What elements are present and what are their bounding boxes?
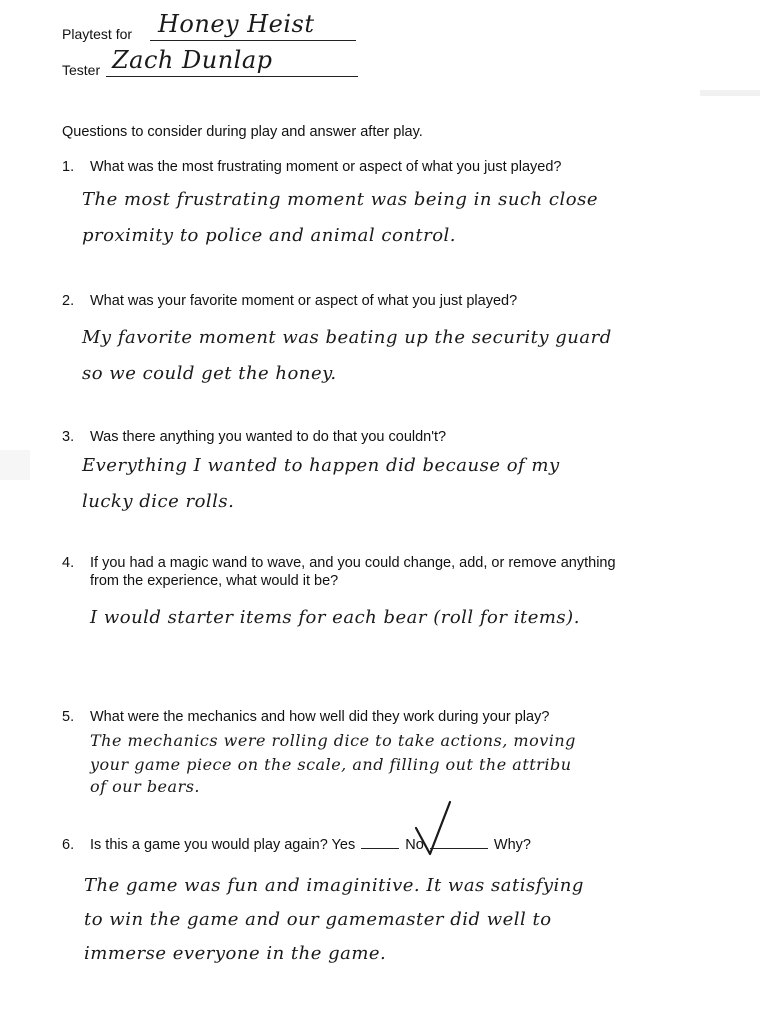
question-text: What was your favorite moment or aspect of what you just played? bbox=[90, 293, 518, 309]
question-number: 2. bbox=[62, 293, 75, 309]
tester-label: Tester bbox=[62, 62, 101, 78]
playtest-underline bbox=[150, 40, 356, 41]
scan-artifact bbox=[0, 450, 30, 480]
question-number: 6. bbox=[62, 837, 75, 853]
question-text: Is this a game you would play again? Yes bbox=[90, 837, 356, 853]
question-2 bbox=[62, 292, 750, 310]
playtest-label: Playtest for bbox=[62, 26, 133, 42]
tester-underline bbox=[106, 76, 358, 77]
question-number: 3. bbox=[62, 429, 75, 445]
intro-text: Questions to consider during play and answer after play. bbox=[62, 124, 423, 140]
answer-1-line-1: The most frustrating moment was being in such close bbox=[82, 189, 598, 210]
question-3 bbox=[62, 428, 750, 446]
scan-artifact bbox=[700, 90, 760, 96]
tester-name: Zach Dunlap bbox=[112, 46, 273, 74]
question-text: What was the most frustrating moment or aspect of what you just played? bbox=[90, 159, 562, 175]
answer-2-line-1: My favorite moment was beating up the security guard bbox=[82, 327, 612, 348]
question-6 bbox=[62, 836, 531, 854]
answer-5-line-1: The mechanics were rolling dice to take actions, moving bbox=[90, 731, 576, 750]
answer-6-line-2: to win the game and our gamemaster did well to bbox=[84, 909, 552, 930]
no-label: No bbox=[405, 837, 424, 853]
yes-blank bbox=[361, 836, 399, 849]
why-label: Why? bbox=[493, 837, 531, 853]
question-text-line-1: If you had a magic wand to wave, and you could change, add, or remove anything bbox=[90, 555, 616, 571]
playtest-game-name: Honey Heist bbox=[158, 10, 315, 38]
question-text: What were the mechanics and how well did they work during your play? bbox=[90, 709, 550, 725]
answer-4-line-1: I would starter items for each bear (roll for items). bbox=[90, 607, 580, 628]
question-5 bbox=[62, 708, 750, 726]
answer-3-line-1: Everything I wanted to happen did because of my bbox=[82, 455, 560, 476]
question-1 bbox=[62, 158, 750, 176]
question-text bbox=[90, 554, 750, 590]
checkmark-icon bbox=[414, 800, 454, 860]
answer-2-line-2: so we could get the honey. bbox=[82, 363, 337, 384]
question-number: 1. bbox=[62, 159, 75, 175]
answer-6-line-3: immerse everyone in the game. bbox=[84, 943, 387, 964]
answer-1-line-2: proximity to police and animal control. bbox=[82, 225, 457, 246]
question-number: 4. bbox=[62, 555, 75, 571]
question-4 bbox=[62, 554, 750, 590]
answer-3-line-2: lucky dice rolls. bbox=[82, 491, 235, 512]
question-number: 5. bbox=[62, 709, 75, 725]
question-text-line-2: from the experience, what would it be? bbox=[90, 573, 339, 589]
answer-5-line-2: your game piece on the scale, and filling out the attribu bbox=[90, 755, 572, 774]
answer-5-line-3: of our bears. bbox=[90, 777, 201, 796]
answer-6-line-1: The game was fun and imaginitive. It was satisfying bbox=[84, 875, 584, 896]
question-text: Was there anything you wanted to do that you couldn't? bbox=[90, 429, 447, 445]
